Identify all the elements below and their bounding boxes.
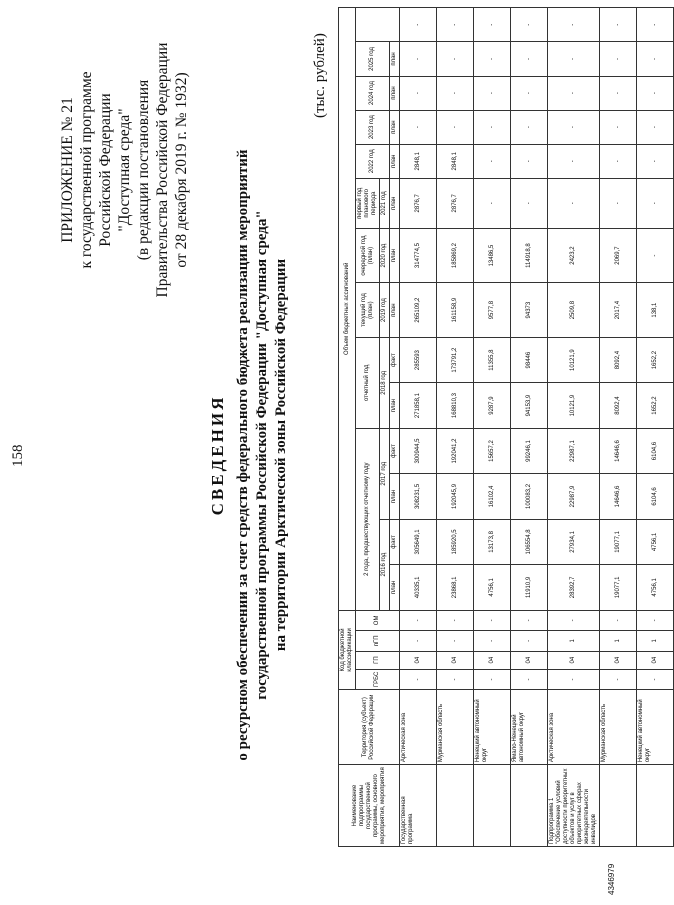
table-row <box>437 8 474 847</box>
row-territory-cell: Ненецкий автономный округ <box>637 690 674 765</box>
header-2017: 2017 год <box>380 428 390 519</box>
row-gp-cell: 04 <box>437 651 474 669</box>
header-code-group: Код бюджетной классификации <box>339 610 356 690</box>
header-2021: 2021 год <box>380 178 390 228</box>
header-volume-group: Объем бюджетных ассигнований <box>339 8 356 611</box>
header-plan: план <box>390 178 400 228</box>
header-reporting-year: отчетный год <box>356 337 380 428</box>
row-value-cell: 192045,9 <box>437 474 474 519</box>
row-om-cell: - <box>437 610 474 630</box>
row-value-cell: - <box>474 178 511 228</box>
row-value-cell: - <box>548 110 600 144</box>
row-value-cell: 185920,5 <box>437 519 474 564</box>
row-value-cell: 4756,1 <box>637 565 674 610</box>
row-value-cell: 2876,7 <box>437 178 474 228</box>
row-value-cell: 8092,4 <box>600 337 637 382</box>
row-value-cell: - <box>511 42 548 76</box>
row-value-cell: 285593 <box>400 337 437 382</box>
row-value-cell: - <box>400 42 437 76</box>
appendix-line: Российской Федерации <box>97 93 114 247</box>
row-value-cell: 4756,1 <box>637 519 674 564</box>
row-value-cell: - <box>600 110 637 144</box>
row-value-cell: 1652,2 <box>637 337 674 382</box>
row-value-cell: 305649,1 <box>400 519 437 564</box>
row-om-cell: - <box>600 610 637 630</box>
row-value-cell: - <box>511 76 548 110</box>
header-plan: план <box>390 144 400 178</box>
row-value-cell: 10121,9 <box>548 337 600 382</box>
row-value-cell: - <box>400 76 437 110</box>
table-row <box>511 8 548 847</box>
row-gp-cell: 04 <box>637 651 674 669</box>
table-row <box>474 8 511 847</box>
row-value-cell: 13486,5 <box>474 228 511 283</box>
row-value-cell: - <box>437 110 474 144</box>
row-om-cell: - <box>637 610 674 630</box>
row-grbs-cell: - <box>511 669 548 689</box>
row-grbs-cell: - <box>474 669 511 689</box>
row-value-cell: 2509,8 <box>548 283 600 338</box>
row-value-cell: 28392,7 <box>548 565 600 610</box>
header-two-years: 2 года, предшествующих отчетному году <box>356 428 380 610</box>
row-value-cell: - <box>637 144 674 178</box>
appendix-line: к государственной программе <box>78 71 95 269</box>
row-value-cell: - <box>548 76 600 110</box>
row-name-cell <box>637 765 674 847</box>
row-om-cell: - <box>400 610 437 630</box>
row-territory-cell: Мурманская область <box>437 690 474 765</box>
header-2018: 2018 год <box>380 337 390 428</box>
row-territory-cell: Ненецкий автономный округ <box>474 690 511 765</box>
row-pgp-cell: 1 <box>548 631 600 651</box>
title-heading: СВЕДЕНИЯ <box>208 394 227 516</box>
row-territory-cell: Арктическая зона <box>548 690 600 765</box>
header-2016: 2016 год <box>380 519 390 610</box>
row-value-cell: 8092,4 <box>600 383 637 428</box>
funding-table <box>338 7 674 847</box>
row-grbs-cell: - <box>548 669 600 689</box>
row-value-cell: - <box>548 144 600 178</box>
row-value-cell: 19077,1 <box>600 519 637 564</box>
page-number: 158 <box>10 444 26 467</box>
row-value-cell: - <box>548 178 600 228</box>
appendix-header <box>58 20 191 320</box>
header-first-plan-year: первый год планового периода <box>356 178 380 228</box>
appendix-line: (в редакции постановления <box>135 79 152 261</box>
row-value-cell: - <box>400 8 437 42</box>
header-plan: план <box>390 565 400 610</box>
row-om-cell: - <box>511 610 548 630</box>
row-value-cell: 22987,1 <box>548 428 600 473</box>
row-value-cell: 16102,4 <box>474 474 511 519</box>
row-gp-cell: 04 <box>548 651 600 669</box>
header-fact: факт <box>390 337 400 382</box>
row-value-cell: 265109,2 <box>400 283 437 338</box>
row-value-cell: - <box>474 76 511 110</box>
row-grbs-cell: - <box>437 669 474 689</box>
row-value-cell: - <box>437 42 474 76</box>
row-value-cell: 14646,6 <box>600 428 637 473</box>
header-plan: план <box>390 474 400 519</box>
row-territory-cell: Арктическая зона <box>400 690 437 765</box>
row-value-cell: 27934,1 <box>548 519 600 564</box>
row-grbs-cell: - <box>637 669 674 689</box>
table-row <box>400 8 437 847</box>
row-value-cell: 13173,8 <box>474 519 511 564</box>
header-2025: 2025 год <box>356 42 390 76</box>
row-grbs-cell: - <box>600 669 637 689</box>
row-value-cell: - <box>511 144 548 178</box>
appendix-line: от 28 декабря 2019 г. № 1932) <box>173 72 190 268</box>
table-row <box>600 8 637 847</box>
row-value-cell: - <box>511 110 548 144</box>
row-value-cell: 308231,5 <box>400 474 437 519</box>
row-value-cell: 185869,2 <box>437 228 474 283</box>
header-plan: план <box>390 42 400 76</box>
row-value-cell: 4756,1 <box>474 565 511 610</box>
row-value-cell: 99246,1 <box>511 428 548 473</box>
header-plan: план <box>390 110 400 144</box>
row-value-cell: 9287,9 <box>474 383 511 428</box>
row-value-cell: 10121,9 <box>548 383 600 428</box>
row-gp-cell: 04 <box>600 651 637 669</box>
row-value-cell: - <box>474 110 511 144</box>
title-line: на территории Арктической зоны Российской Федерации <box>273 258 289 652</box>
row-value-cell: 173791,2 <box>437 337 474 382</box>
row-name-cell <box>511 765 548 847</box>
row-name-cell: Подпрограмма 1 "Обеспечение условий доступности приоритетных объектов и услуг в приоритетных сферах жизнедеятельности инвалидов <box>548 765 600 847</box>
row-om-cell: - <box>474 610 511 630</box>
header-current-year: текущий год (план) <box>356 283 380 338</box>
row-value-cell: 94153,9 <box>511 383 548 428</box>
row-value-cell: 98446 <box>511 337 548 382</box>
header-fact: факт <box>390 428 400 473</box>
row-value-cell: - <box>637 110 674 144</box>
header-territory: Территория (субъект) Российской Федерации <box>339 690 400 765</box>
row-grbs-cell: - <box>400 669 437 689</box>
row-name-cell <box>474 765 511 847</box>
row-name-cell <box>437 765 474 847</box>
row-value-cell: 2848,1 <box>437 144 474 178</box>
row-value-cell: - <box>474 42 511 76</box>
header-2023: 2023 год <box>356 110 390 144</box>
table-row <box>637 8 674 847</box>
row-value-cell: 11355,8 <box>474 337 511 382</box>
row-value-cell: - <box>511 8 548 42</box>
header-fact: факт <box>390 519 400 564</box>
document-title <box>208 95 291 815</box>
row-pgp-cell: - <box>400 631 437 651</box>
row-value-cell: 2017,4 <box>600 283 637 338</box>
header-plan: план <box>390 383 400 428</box>
row-gp-cell: 04 <box>400 651 437 669</box>
row-territory-cell: Мурманская область <box>600 690 637 765</box>
row-value-cell: 22987,9 <box>548 474 600 519</box>
row-value-cell: - <box>600 42 637 76</box>
row-value-cell: 1652,2 <box>637 383 674 428</box>
row-value-cell: 19077,1 <box>600 565 637 610</box>
table-body <box>400 8 674 847</box>
header-2024: 2024 год <box>356 76 390 110</box>
row-value-cell: - <box>474 144 511 178</box>
header-name: Наименование подпрограммы государственной программы, основного мероприятия, мероприятия <box>339 765 400 847</box>
row-value-cell: - <box>600 8 637 42</box>
row-gp-cell: 04 <box>511 651 548 669</box>
row-value-cell: - <box>637 8 674 42</box>
row-value-cell: - <box>400 110 437 144</box>
header-gp: ГП <box>356 651 400 669</box>
title-line: государственной программы Российской Федерации "Доступная среда" <box>254 210 270 700</box>
units-label: (тыс. рублей) <box>312 33 328 118</box>
header-plan: план <box>390 283 400 338</box>
row-value-cell: 40335,1 <box>400 565 437 610</box>
row-value-cell: - <box>474 8 511 42</box>
row-pgp-cell: 1 <box>600 631 637 651</box>
row-pgp-cell: 1 <box>637 631 674 651</box>
header-om: ОМ <box>356 610 400 630</box>
row-value-cell: - <box>600 144 637 178</box>
row-pgp-cell: - <box>511 631 548 651</box>
row-value-cell: - <box>637 228 674 283</box>
row-pgp-cell: - <box>474 631 511 651</box>
row-value-cell: 23868,1 <box>437 565 474 610</box>
row-value-cell: 15657,2 <box>474 428 511 473</box>
row-value-cell: 94373 <box>511 283 548 338</box>
row-value-cell: 138,1 <box>637 283 674 338</box>
title-line: о ресурсном обеспечении за счет средств федерального бюджета реализации мероприятий <box>235 149 251 761</box>
row-value-cell: - <box>637 76 674 110</box>
row-value-cell: - <box>437 8 474 42</box>
row-name-cell <box>600 765 637 847</box>
row-value-cell: - <box>600 76 637 110</box>
row-territory-cell: Ямало-Ненецкий автономный округ <box>511 690 548 765</box>
row-value-cell: 300944,5 <box>400 428 437 473</box>
document-id: 4346979 <box>607 863 616 895</box>
row-value-cell: 271858,1 <box>400 383 437 428</box>
header-plan: план <box>390 76 400 110</box>
header-pgp: пГП <box>356 631 400 651</box>
row-value-cell: 106554,8 <box>511 519 548 564</box>
header-2020: 2020 год <box>380 228 390 283</box>
row-value-cell: 314774,5 <box>400 228 437 283</box>
appendix-line: "Доступная среда" <box>116 108 133 232</box>
row-value-cell: 2069,7 <box>600 228 637 283</box>
row-value-cell: 192041,2 <box>437 428 474 473</box>
row-gp-cell: 04 <box>474 651 511 669</box>
appendix-line: Правительства Российской Федерации <box>154 42 171 298</box>
row-om-cell: - <box>548 610 600 630</box>
row-value-cell: 11910,9 <box>511 565 548 610</box>
row-value-cell: 114918,8 <box>511 228 548 283</box>
header-2022: 2022 год <box>356 144 390 178</box>
row-value-cell: - <box>637 178 674 228</box>
row-value-cell: 2876,7 <box>400 178 437 228</box>
row-value-cell: - <box>637 42 674 76</box>
row-value-cell: - <box>511 178 548 228</box>
row-value-cell: 2848,1 <box>400 144 437 178</box>
row-value-cell: 6104,6 <box>637 428 674 473</box>
row-value-cell: 161158,9 <box>437 283 474 338</box>
table-row <box>548 8 600 847</box>
row-value-cell: 14646,6 <box>600 474 637 519</box>
appendix-line: ПРИЛОЖЕНИЕ № 21 <box>59 97 76 243</box>
header-2019: 2019 год <box>380 283 390 338</box>
row-value-cell: - <box>600 178 637 228</box>
header-plan: план <box>390 228 400 283</box>
row-value-cell: - <box>548 8 600 42</box>
row-value-cell: 9577,8 <box>474 283 511 338</box>
header-next-year: очередной год (план) <box>356 228 380 283</box>
row-name-cell: Государственная программа <box>400 765 437 847</box>
row-value-cell: 2423,2 <box>548 228 600 283</box>
header-grbs: ГРБС <box>356 669 400 689</box>
row-value-cell: - <box>437 76 474 110</box>
row-pgp-cell: - <box>437 631 474 651</box>
row-value-cell: 6104,6 <box>637 474 674 519</box>
row-value-cell: 168810,3 <box>437 383 474 428</box>
row-value-cell: - <box>548 42 600 76</box>
row-value-cell: 100083,2 <box>511 474 548 519</box>
